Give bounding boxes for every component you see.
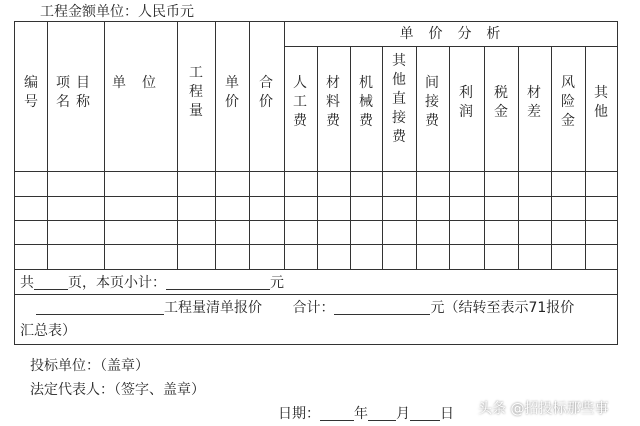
total-row-label: 工程量清单报价 — [164, 300, 262, 316]
col-line-7 — [317, 46, 318, 269]
col-line-10 — [416, 46, 417, 269]
col-header-caicha: 材差 — [527, 85, 541, 120]
table-left-border — [14, 21, 15, 345]
col-header-hejia: 合价 — [259, 75, 273, 110]
col-header-rengong: 人工费 — [293, 75, 307, 129]
col-line-1 — [47, 21, 48, 269]
page-count-prefix: 共 — [20, 275, 34, 291]
col-header-cailiao: 材料费 — [326, 75, 340, 129]
unit-price-analysis-header: 单 价 分 析 — [399, 26, 503, 42]
col-line-15 — [585, 46, 586, 269]
year-label: 年 — [354, 406, 368, 422]
total-carryover-note: 元（结转至表示71报价 — [430, 300, 575, 316]
page-subtotal-row — [20, 275, 284, 290]
table-bottom-border — [14, 344, 618, 345]
legal-rep-line: 法定代表人：（签字、盖章） — [30, 382, 205, 398]
col-line-8 — [350, 46, 351, 269]
col-header-gongchengliang: 工程量 — [189, 65, 203, 119]
row-line-4 — [14, 269, 618, 270]
day-label: 日 — [440, 406, 454, 422]
col-line-2 — [104, 21, 105, 269]
col-header-shuijin: 税金 — [494, 85, 508, 120]
page-subtotal-unit: 元 — [270, 275, 284, 291]
date-label: 日期： — [278, 406, 320, 422]
col-header-bianhao: 编号 — [24, 75, 38, 110]
col-line-12 — [484, 46, 485, 269]
source-watermark: 头条 @招投标那些事 — [478, 401, 609, 417]
col-line-9 — [382, 46, 383, 269]
group-header-divider — [284, 46, 618, 47]
col-line-5 — [249, 21, 250, 269]
col-line-3 — [177, 21, 178, 269]
col-header-jixie: 机械费 — [359, 75, 373, 129]
col-line-11 — [449, 46, 450, 269]
col-header-fengxian: 风险金 — [561, 75, 575, 129]
total-row-continuation: 汇总表） — [20, 323, 76, 339]
date-line — [278, 406, 454, 421]
total-row — [36, 300, 574, 315]
col-header-danwei: 单位 — [112, 75, 172, 91]
page-count-blank — [34, 275, 68, 290]
table-right-border — [617, 21, 618, 345]
col-line-13 — [518, 46, 519, 269]
project-name-blank — [36, 300, 164, 315]
month-blank — [368, 406, 396, 421]
col-header-lirun: 利润 — [459, 85, 473, 120]
total-label: 合计： — [292, 300, 335, 316]
col-line-4 — [215, 21, 216, 269]
col-header-danjia: 单价 — [225, 75, 239, 110]
col-header-qita-zhijie: 其他直接费 — [392, 53, 406, 145]
col-line-14 — [551, 46, 552, 269]
month-label: 月 — [396, 406, 410, 422]
page-subtotal-label: 页，本页小计： — [68, 275, 166, 291]
year-blank — [320, 406, 354, 421]
row-line-5 — [14, 294, 618, 295]
col-header-xiangmu: 项目名称 — [56, 75, 96, 110]
unit-note: 工程金额单位：人民币元 — [40, 4, 194, 20]
col-line-6 — [284, 21, 285, 269]
bidder-seal-line: 投标单位：（盖章） — [30, 358, 149, 374]
col-header-qita: 其他 — [594, 85, 608, 120]
page-subtotal-blank — [166, 275, 270, 290]
total-amount-blank — [334, 300, 430, 315]
col-header-jianjie: 间接费 — [425, 75, 439, 129]
day-blank — [410, 406, 440, 421]
